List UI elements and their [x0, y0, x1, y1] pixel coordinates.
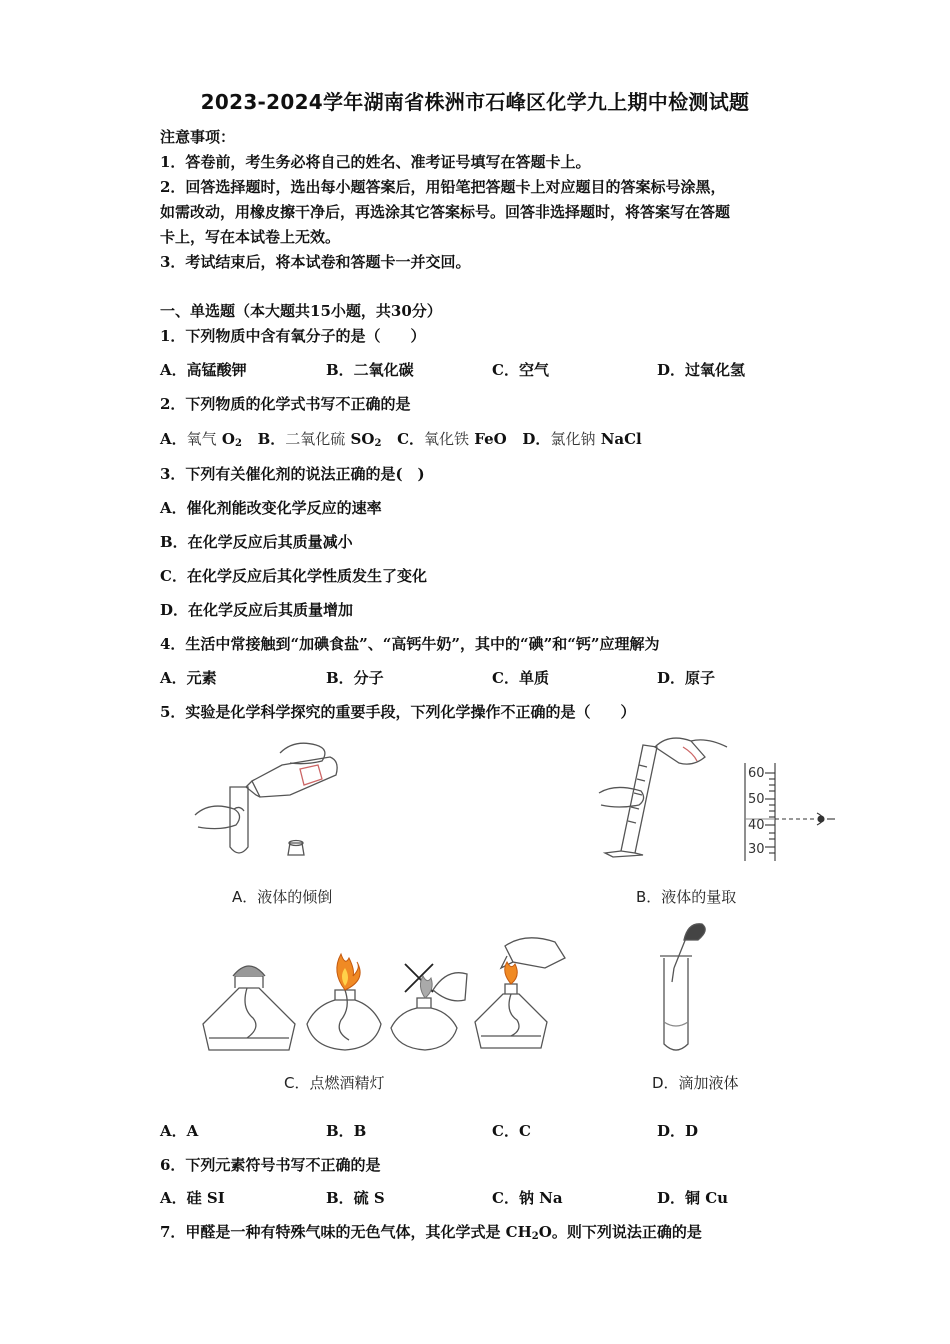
- q2-stem: 2．下列物质的化学式书写不正确的是: [160, 395, 411, 413]
- q1-stem: 1．下列物质中含有氧分子的是（ ）: [160, 327, 426, 345]
- q3-option-a: A．催化剂能改变化学反应的速率: [160, 499, 382, 517]
- cylinder-tick-60: 60: [748, 766, 765, 781]
- figure-c-caption: C．点燃酒精灯: [284, 1074, 385, 1092]
- q2-option-a-label: A．: [160, 430, 187, 448]
- q1-option-c: C．空气: [492, 361, 549, 379]
- q3-option-c: C．在化学反应后其化学性质发生了变化: [160, 567, 427, 585]
- cylinder-tick-40: 40: [748, 818, 765, 833]
- q4-option-b: B．分子: [326, 669, 384, 687]
- q2-option-b-formula: SO: [350, 430, 375, 448]
- q6-option-a: A．硅 SI: [160, 1189, 225, 1207]
- q6-option-d: D．铜 Cu: [657, 1189, 729, 1207]
- q5-stem: 5．实验是化学科学探究的重要手段，下列化学操作不正确的是（ ）: [160, 703, 636, 721]
- q2-option-d-label: D．: [522, 430, 551, 448]
- figure-b-caption: B．液体的量取: [636, 888, 737, 906]
- cylinder-tick-30: 30: [748, 842, 765, 857]
- q5-option-a: A．A: [160, 1122, 199, 1140]
- q2-option-c-name: 氧化铁: [424, 430, 470, 448]
- q3-stem: 3．下列有关催化剂的说法正确的是( ): [160, 465, 425, 483]
- q7-stem-pre: 7．甲醛是一种有特殊气味的无色气体，其化学式是 CH: [160, 1223, 532, 1241]
- q2-options: [160, 428, 642, 449]
- figure-d-dropping-liquid: [640, 918, 720, 1058]
- q6-option-c: C．钠 Na: [492, 1189, 563, 1207]
- figure-a-caption: A．液体的倾倒: [232, 888, 333, 906]
- q4-option-c: C．单质: [492, 669, 549, 687]
- q4-stem: 4．生活中常接触到“加碘食盐”、“高钙牛奶”，其中的“碘”和“钙”应理解为: [160, 635, 660, 653]
- section-heading: 一、单选题（本大题共15小题，共30分）: [160, 302, 442, 320]
- q4-option-a: A．元素: [160, 669, 217, 687]
- q5-option-b: B．B: [326, 1122, 367, 1140]
- q2-option-d-formula: NaCl: [600, 430, 642, 448]
- q6-option-b: B．硫 S: [326, 1189, 385, 1207]
- cylinder-tick-50: 50: [748, 792, 765, 807]
- q7-stem-sub: 2: [531, 1231, 539, 1242]
- figure-c-lighting-lamp: [195, 928, 575, 1058]
- notes-line: 2．回答选择题时，选出每小题答案后，用铅笔把答题卡上对应题目的答案标号涂黑，: [160, 178, 726, 196]
- q5-option-d: D．D: [657, 1122, 699, 1140]
- q2-option-b-name: 二氧化硫: [285, 430, 346, 448]
- figure-b-liquid-measuring: [595, 735, 845, 865]
- q2-option-a-formula: O: [221, 430, 235, 448]
- q2-option-c-formula: FeO: [474, 430, 507, 448]
- q2-option-d-name: 氯化钠: [550, 430, 596, 448]
- q7-stem-post: O。则下列说法正确的是: [538, 1223, 702, 1241]
- notes-line: 1．答卷前，考生务必将自己的姓名、准考证号填写在答题卡上。: [160, 153, 591, 171]
- notes-line: 如需改动，用橡皮擦干净后，再选涂其它答案标号。回答非选择题时，将答案写在答题: [160, 203, 731, 221]
- notes-line: 3．考试结束后，将本试卷和答题卡一并交回。: [160, 253, 471, 271]
- q4-option-d: D．原子: [657, 669, 716, 687]
- q5-option-c: C．C: [492, 1122, 531, 1140]
- q2-option-a-sub: 2: [234, 438, 242, 449]
- q2-option-a-name: 氧气: [186, 430, 217, 448]
- q7-stem: [160, 1221, 702, 1242]
- q6-stem: 6．下列元素符号书写不正确的是: [160, 1156, 381, 1174]
- notes-line: 卡上，写在本试卷上无效。: [160, 228, 341, 246]
- q1-option-a: A．高锰酸钾: [160, 361, 247, 379]
- page-title: 2023-2024学年湖南省株洲市石峰区化学九上期中检测试题: [200, 90, 750, 114]
- q2-option-c-label: C．: [397, 430, 425, 448]
- figure-a-liquid-pouring: [190, 735, 350, 865]
- notes-heading: 注意事项：: [160, 128, 236, 146]
- figure-d-caption: D．滴加液体: [652, 1074, 739, 1092]
- q1-option-b: B．二氧化碳: [326, 361, 414, 379]
- q3-option-d: D．在化学反应后其质量增加: [160, 601, 354, 619]
- q1-option-d: D．过氧化氢: [657, 361, 746, 379]
- q2-option-b-label: B．: [257, 430, 286, 448]
- q3-option-b: B．在化学反应后其质量减小: [160, 533, 353, 551]
- q2-option-b-sub: 2: [374, 438, 382, 449]
